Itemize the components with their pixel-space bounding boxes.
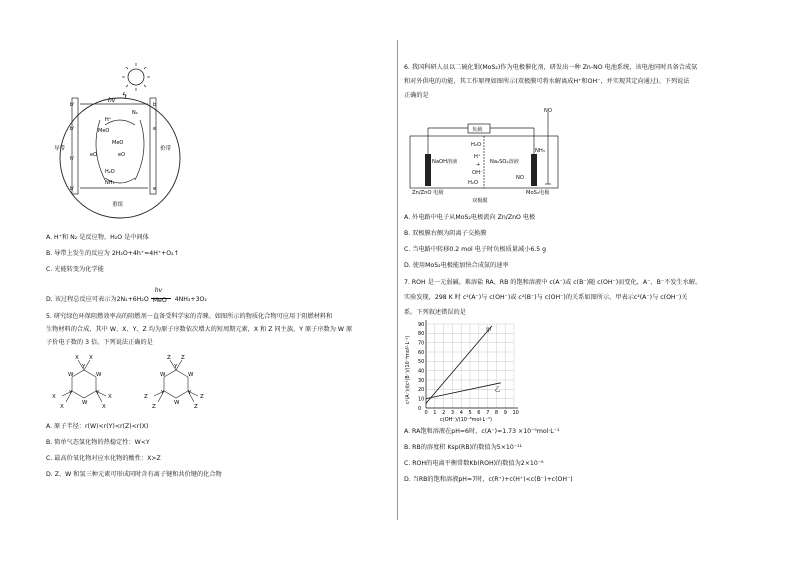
mol1-w-bottom: W [82,400,88,406]
label-hplus: H⁺ [474,154,481,160]
y-axis-label: c²(A⁻)或c²(B⁻)/(10⁻⁹mol²·L⁻²) [406,335,411,404]
x-tick-label: 4 [459,410,463,416]
y-tick-label: 70 [418,340,425,347]
mol1-x-top-right: X [89,355,93,361]
q7-stem-line2: 实验发现，298 K 时 c²(A⁻)与 c(OH⁻)或 c²(B⁻)与 c(OH⁻)的关系如图所示，甲表示c²(A⁻)与 c(OH⁻)关 [404,294,688,301]
mol1-x-left2: X [60,404,64,410]
q7-stem-line3: 系。下列叙述错误的是 [404,309,466,316]
solubility-chart [402,316,532,424]
molecule-structures [44,352,224,414]
x-tick-label: 1 [433,410,437,416]
y-tick-label: 90 [418,321,425,328]
label-hplus: H⁺ [105,117,112,123]
mol1-x-right2: X [102,404,106,410]
mol2-z-right2: Z [194,404,198,410]
x-tick-label: 10 [512,410,519,416]
label-h2o-bot: H₂O [468,180,479,186]
q6-option-c: C. 当电路中转移0.2 mol 电子时负极质量减小6.5 g [404,246,547,253]
label-e-mid: e [153,126,157,132]
q7-option-d: D. 当RB的饱和溶液pH=7时，c(R⁺)+c(H⁺)<c(B⁻)+c(OH⁻) [404,476,573,483]
x-axis-label: c(OH⁻)/(10⁻⁸mol·L⁻¹) [440,417,492,423]
q7-option-a: A. RA饱和溶液在pH=6时，c(A⁻)≈1.73 ×10⁻⁵mol·L⁻¹ [404,428,560,435]
mol2-y-top: Y [174,364,178,370]
label-eo1: eO [90,152,98,158]
y-tick-label: 20 [418,387,425,394]
mol2-z-left: Z [144,394,148,400]
x-tick-label: 7 [486,410,490,416]
mol1-x-left: X [52,394,56,400]
mol2-z-top-right: Z [181,355,185,361]
q4-option-c: C. 光能转变为化学能 [46,266,104,273]
q4-cond-top: hv [154,287,163,294]
q5-option-a: A. 原子半径：r(W)<r(Y)<r(Z)<r(X) [46,423,149,430]
label-b-bot: b' [70,186,75,192]
q7-option-b: B. RB的溶度积 Ksp(RB)的数值为5×10⁻¹¹ [404,444,522,451]
zn-no-battery-diagram [408,108,578,204]
x-tick-label: 5 [468,410,472,416]
label-e-bot: e [153,186,157,192]
q6-stem-line1: 6. 我国科研人员以二硫化钼(MoS₂)作为电极催化剂，研发出一种 Zn-NO 电池系统，该电池同时具备合成氨 [404,64,698,71]
label-naoh: NaOH溶液 [432,159,458,165]
q4-option-b: B. 导带上发生的反应为 2H₂O+4h⁺=4H⁺+O₂↑ [46,250,179,257]
label-ohminus: OH⁻ [472,170,483,176]
mol1-x-top-left: X [75,355,79,361]
mol2-w-left: W [160,372,166,378]
label-no-top: NO [544,108,552,114]
label-nh3: NH₃ [105,180,115,186]
mol1-y-right: Y [96,390,100,396]
q6-stem-line2: 和对外供电的功能，其工作原理如图所示(双极膜可将水解离成H⁺和OH⁻，并实现其定向通过)。下列说法 [404,78,690,85]
x-tick-label: 6 [477,410,481,416]
q4-option-d [46,287,207,304]
label-bprime-top: b' [70,102,75,108]
label-recombination: 重组 [112,202,124,208]
q4-option-a: A. H⁺和 N₂ 是反应物，H₂O 是中间体 [46,234,149,241]
label-eo2: eO [118,152,126,158]
label-zn-electrode: Zn/ZnO 电极 [412,190,444,196]
label-conduction-band: 导带 [54,146,66,152]
y-tick-label: 0 [418,405,422,412]
series-label-1: 甲 [486,327,492,334]
mol2-z-right: Z [200,394,204,400]
mol1-w-right: W [96,372,102,378]
mol1-y-top: Y [82,364,86,370]
x-tick-label: 9 [503,410,507,416]
mol2-w-bottom: W [174,400,180,406]
label-n2: N₂ [132,110,138,116]
q5-stem-line3: 子价电子数的 3 倍。下列说法正确的是 [46,339,153,346]
q5-option-c: C. 最高价氧化物对应水化物的酸性：X>Z [46,455,161,462]
label-meo: MeO [98,128,110,134]
mol1-x-right: X [108,394,112,400]
label-bipolar-membrane: 双极膜 [472,198,488,204]
label-hprime: h' [70,156,75,162]
x-tick-label: 2 [442,410,446,416]
y-tick-label: 40 [418,368,425,375]
label-no-bot: NO [516,175,524,181]
q5-option-b: B. 简单气态氢化物的热稳定性：W<Y [46,439,150,446]
q4-option-d-suffix: 4NH₃+3O₂ [174,296,207,303]
y-tick-label: 80 [418,331,425,338]
q7-stem-line1: 7. ROH 是一元弱碱。难溶盐 RA、RB 的饱和溶液中 c(A⁻)或 c(B⁻)随 c(OH⁻)而变化，A⁻、B⁻不发生水解。 [404,279,702,286]
mol1-y-left: Y [69,390,73,396]
mol2-z-top-left: Z [167,355,171,361]
q6-option-b: B. 双极膜右侧为阴离子交换膜 [404,230,487,237]
label-meo2: MeO [112,140,124,146]
q5-stem-line1: 5. 研究绿色环保阻燃效率高的阻燃剂一直备受科学家的青睐。如图所示的物质化合物可应用于阻燃材料和 [46,313,333,320]
q4-option-d-condition [151,287,173,304]
q6-stem-line3: 正确的是 [404,92,429,99]
q6-option-a: A. 外电路中电子从MoS₂电极流向 Zn/ZnO 电极 [404,214,536,221]
label-load: 负载 [472,127,483,133]
label-mos2-electrode: MoS₂电极 [526,190,550,196]
lightning-icon: ϟ [122,91,128,100]
label-na2so4: Na₂SO₄溶液 [490,159,519,165]
y-tick-label: 60 [418,349,425,356]
label-h2o: H₂O [105,169,115,175]
q4-option-d-prefix: D. 该过程总反应可表示为2N₂+6H₂O [46,296,149,303]
q7-option-c: C. ROH的电离平衡常数Kb(ROH)的数值为2×10⁻⁶ [404,460,544,467]
q6-option-d: D. 使用MoS₂电极能加快合成氨的速率 [404,262,509,269]
mol1-w-left: W [68,372,74,378]
q5-option-d: D. Z、W 和氢三种元素可形成同时含有离子键和共价键的化合物 [46,471,222,478]
x-tick-label: 0 [424,410,428,416]
mol2-w-right: W [188,372,194,378]
label-valence-band: 价带 [160,146,172,152]
y-tick-label: 30 [418,377,425,384]
series-label-2: 乙 [494,386,501,393]
mol2-y-left: Y [161,390,165,396]
q5-stem-line2: 生物材料的合成，其中 W、X、Y、Z 均为原子序数依次增大的短周期元素，X 和 Z 同主族，Y 原子序数为 W 原 [46,326,353,333]
label-bprime-mid: b' [70,126,75,132]
label-b-top: b [153,102,157,108]
photocatalysis-diagram [50,60,200,220]
sun-icon [122,63,150,91]
mol2-z-left2: Z [152,404,156,410]
x-tick-label: 3 [450,410,455,416]
y-tick-label: 50 [418,359,425,366]
y-tick-label: 10 [418,396,425,403]
x-tick-label: 8 [494,410,499,416]
mol2-y-right: Y [188,390,192,396]
column-divider [397,40,398,520]
label-nh3: NH₃ [535,148,545,154]
q4-cond-bot: MeO [152,297,167,304]
label-h2o-top: H₂O [471,142,482,148]
label-hv: hv [108,97,116,104]
label-plus: + [476,162,481,168]
